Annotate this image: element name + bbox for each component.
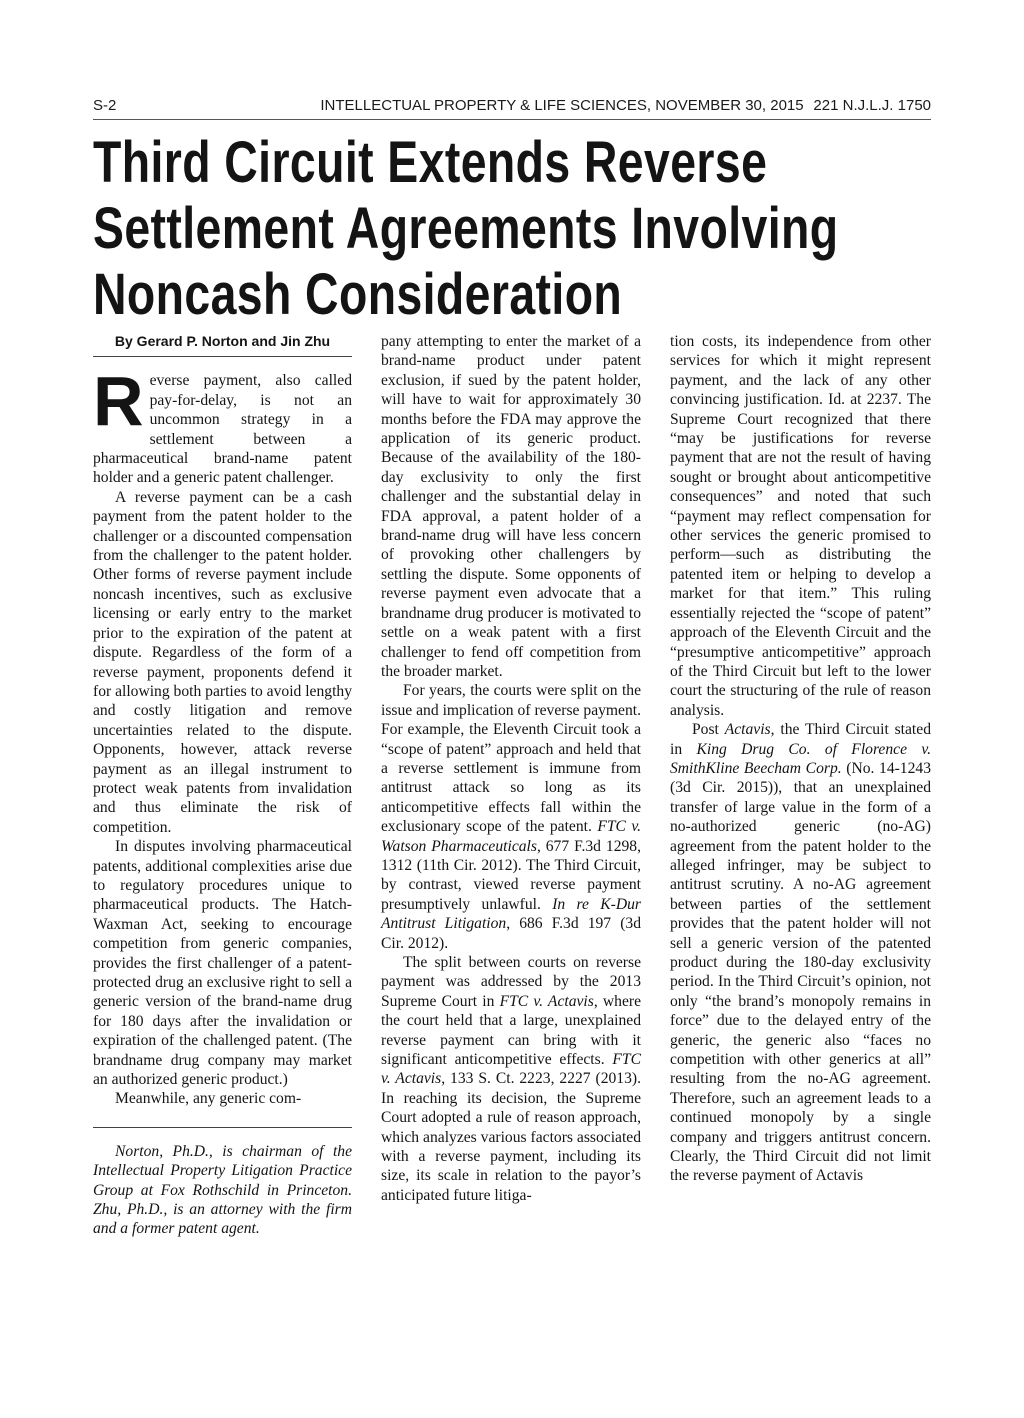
p5-text-c: , 686 F.3d 197 (3d Cir. 2012). (381, 915, 641, 952)
p7-text-a: Post (692, 721, 725, 739)
paragraph-4-cont: pany attempting to enter the market of a brand-name product under patent exclusion, if sued by the patent holder, will have to wait for approximately 30 months before the FDA may approve the application of its generic product. Because of the availability of the 180-day exclusivity to only the first challenger and the substantial delay in FDA approval, a patent holder of a brand-name drug will have less concern of provoking other challengers by settling the dispute. Some opponents of reverse payment even advocate that a brandname drug producer is motivated to settle on a weak patent with a first challenger to fend off competition from the broader market. (381, 333, 641, 680)
paragraph-2: A reverse payment can be a cash payment from the patent holder to the challenger or a discounted compensation from the challenger to the patent holder. Other forms of reverse payment include noncash incentives, such as exclusive licensing or early entry to the market prior to the expiration of the patent at dispute. Regardless of the form of a reverse payment, proponents defend it for allowing both parties to avoid lengthy and costly litigation and remove uncertainties related to the dispute. Opponents, however, attack reverse payment as an illegal instrument to protect weak patents from invalidation and thus eliminate the risk of competition. (93, 488, 352, 836)
p7-text-c: (No. 14-1243 (3d Cir. 2015)), that an unexplained transfer of large value in the form of a no-authorized generic (no-AG) agreement from the patent holder to the alleged infringer, may be subject to antitrust scrutiny. A no-AG agreement between parties of the settlement provides that the patent holder will not sell a generic version of the patented product during the 180-day exclusivity period. In the Third Circuit’s opinion, not only “the brand’s monopoly remains in force” due to the delayed entry of the generic, the generic also “faces no competition with other generics at all” resulting from the no-AG agreement. Therefore, such an agreement leads to a continued monopoly by a single company and triggers antitrust concern. Clearly, the Third Circuit did not limit the reverse payment of Actavis (670, 759, 931, 1185)
p6-text-b: , where the court held that a large, unexplained reverse payment can bring with it significant anticompetitive effects. (381, 992, 642, 1069)
page-number: S-2 (93, 97, 117, 114)
journal-citation: 221 N.J.L.J. 1750 (813, 97, 931, 114)
p5-text-b: , 677 F.3d 1298, 1312 (11th Cir. 2012). The Third Circuit, by contrast, viewed reverse payment presumptively unlawful. (381, 837, 641, 913)
case-citation: FTC v. Actavis (499, 992, 594, 1010)
drop-cap: R (93, 362, 144, 441)
case-citation: FTC v. Actavis (381, 1051, 641, 1088)
headline-line-2: Settlement Agreements Involving (93, 196, 839, 261)
byline: By Gerard P. Norton and Jin Zhu (93, 332, 352, 357)
paragraph-3: In disputes involving pharmaceutical patents, additional complexities arise due to regulatory procedures unique to pharmaceutical products. The Hatch-Waxman Act, seeking to encourage competition from generic companies, provides the first challenger of a patent-protected drug an exclusive right to sell a generic version of the brand-name drug for 180 days after the invalidation or expiration of the challenged patent. (The brandname drug company may market an authorized generic product.) (93, 838, 352, 1089)
paragraph-6-cont: tion costs, its independence from other services for which it might represent payment, and the lack of any other convincing justification. Id. at 2237. The Supreme Court recognized that there “may be justifications for reverse payment that are not the result of having sought or brought about anticompetitive consequences” and noted that such “payment may reflect compensation for other services the generic promised to perform—such as distributing the patented item or helping to develop a market for that item.” This ruling essentially rejected the “scope of patent” approach of the Eleventh Circuit and the “presumptive anticompetitive” approach of the Third Circuit but left to the lower court the structuring of the rule of reason analysis. (670, 333, 931, 719)
headline-line-3: Noncash Consideration (93, 262, 623, 327)
paragraph-7 (670, 720, 931, 1186)
case-citation: In re K-Dur Antitrust Litigation (381, 895, 642, 933)
case-citation: King Drug Co. of Florence v. SmithKline Beecham Corp. (670, 740, 931, 777)
paragraph-5 (381, 681, 641, 953)
case-citation: FTC v. Watson Pharmaceuticals (381, 818, 641, 855)
running-header (93, 97, 931, 120)
headline-line-1: Third Circuit Extends Reverse (93, 130, 768, 195)
publication-line: INTELLECTUAL PROPERTY & LIFE SCIENCES, NOVEMBER 30, 2015 (320, 97, 804, 114)
p6-text-a: The split between courts on reverse payment was addressed by the 2013 Supreme Court in (381, 954, 641, 1010)
paragraph-4-start: Meanwhile, any generic com- (115, 1090, 302, 1108)
article-headline (93, 130, 839, 328)
column-3 (670, 332, 931, 1186)
case-citation: Actavis (724, 721, 771, 739)
p5-text-a: For years, the courts were split on the issue and implication of reverse payment. For example, the Eleventh Circuit took a “scope of patent” approach and held that a reverse settlement is immune from antitrust attack so long as its anticompetitive effects fall within the exclusionary scope of the patent. (381, 682, 641, 836)
author-bio: Norton, Ph.D., is chairman of the Intellectual Property Litigation Practice Group at Fox Rothschild in Princeton. Zhu, Ph.D., is an attorney with the firm and a former patent agent. (93, 1127, 352, 1239)
column-2 (381, 332, 641, 1205)
column-1 (93, 332, 352, 1239)
paragraph-1 (93, 362, 352, 487)
p6-text-c-part: , 133 S. Ct. 2223, 2227 (2013). In reaching its decision, the Supreme Court adopted a rule of reason approach, which analyzes various factors associated with a reverse payment, including its size, its scale in relation to the payor’s anticipated future litiga- (381, 1070, 641, 1204)
paragraph-1-text: everse payment, also called pay-for-delay, is not an uncommon strategy in a settlement between a pharmaceutical brand-name patent holder and a generic patent challenger. (93, 372, 352, 487)
p7-text-b: , the Third Circuit stated in (670, 721, 931, 758)
paragraph-6 (381, 953, 641, 1205)
